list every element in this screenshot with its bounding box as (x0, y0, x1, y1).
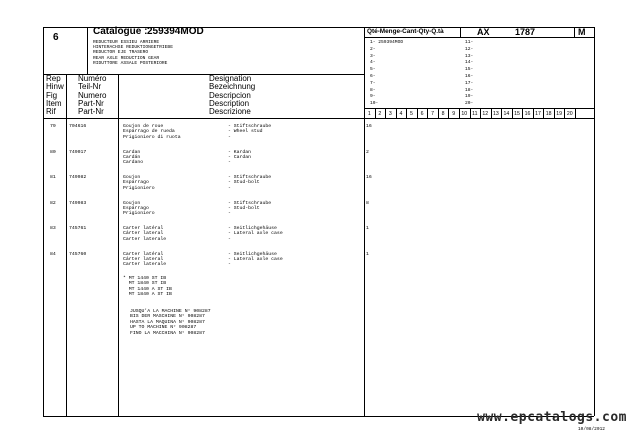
variant-item: 12- (465, 46, 474, 52)
catalogue-descriptions (93, 40, 173, 66)
qty-column-divider (533, 108, 534, 118)
qty-column-number: 4 (399, 111, 403, 117)
watermark: www.epcatalogs.com (477, 410, 627, 425)
column-header-divider (43, 118, 594, 119)
qty-column-divider (406, 108, 407, 118)
variant-item: 7- (370, 80, 376, 86)
designation-right (228, 201, 271, 217)
variant-item: 3- (370, 53, 376, 59)
header-label: Bezeichnung (209, 82, 256, 92)
qty-column-number: 6 (420, 111, 424, 117)
designation-line: Carter latéral (123, 251, 164, 257)
qty-column-divider (427, 108, 428, 118)
header-label: Rif (46, 107, 56, 117)
designation-line: - Stiftschraube (228, 200, 272, 206)
qty-column-number: 5 (410, 111, 413, 117)
variant-item: 15- (465, 67, 474, 73)
designation-line: Cárter lateral (123, 256, 164, 262)
rep-number: 81 (50, 175, 56, 180)
variants-left (370, 40, 403, 108)
page-number: 6 (53, 32, 59, 43)
machine-note (130, 309, 211, 336)
header-label: Part-Nr (78, 98, 104, 108)
catalogue-label: Catalogue : (93, 26, 148, 37)
header-label: Hinw (46, 82, 64, 92)
variant-item: 1- 259394MOD (370, 40, 404, 45)
header-label: Numero (78, 90, 107, 100)
designation-line: Cardano (123, 160, 144, 166)
m-divider (574, 27, 575, 37)
qty-column-divider (522, 108, 523, 118)
qty-column-divider (512, 108, 513, 118)
designation-line: Cardán (123, 154, 141, 160)
qty-column-number: 10 (461, 111, 468, 117)
designation-right (228, 252, 283, 268)
ax-label: AX (477, 27, 490, 37)
variant-item: 5- (370, 67, 376, 73)
catalogue-number: 259394MOD (147, 26, 204, 37)
designation-line: - (228, 236, 231, 242)
qty-column-divider (375, 108, 376, 118)
header-label: Descrizione (209, 107, 251, 117)
designation-left (123, 252, 166, 268)
designation-line: - (228, 185, 231, 191)
qty-column-divider (491, 108, 492, 118)
rep-column-header (46, 75, 64, 116)
qty-column-divider (385, 108, 386, 118)
variant-item: 6- (370, 73, 376, 79)
rep-number: 79 (50, 124, 56, 129)
left-border (43, 27, 44, 416)
designation-left (123, 226, 166, 242)
designation-line: - Kardan (228, 149, 252, 155)
qty-column-number: 17 (535, 111, 541, 117)
header-label: Descripcion (209, 90, 251, 100)
description-line: REDUCTEUR ESSIEU ARRIERE (93, 40, 160, 45)
qty-column-number: 12 (482, 111, 489, 117)
qty-column-number: 15 (514, 111, 520, 117)
part-number: 749982 (69, 175, 87, 180)
variant-item: 16- (465, 73, 474, 79)
rep-column-divider (66, 74, 67, 416)
qty-column-number: 11 (472, 111, 478, 117)
variant-item: 9- (370, 94, 376, 100)
qty-column-number: 1 (367, 111, 371, 117)
description-line: REDUCTOR EJE TRASERO (93, 50, 149, 56)
part-number: 745760 (69, 251, 87, 257)
quantity: 16 (366, 124, 372, 129)
quantity: 1 (366, 251, 369, 257)
page-number-divider (87, 27, 88, 74)
models-note (123, 276, 172, 298)
designation-line: Goujon (123, 200, 141, 206)
designation-line: Carter latéral (123, 226, 164, 231)
variant-item: 2- (370, 46, 376, 52)
qty-column-number: 19 (556, 111, 563, 117)
model-line: MT 1840 A ST IB (123, 292, 172, 298)
designation-line: Prigioniero di ruota (123, 134, 181, 140)
part-number: 745761 (69, 226, 87, 231)
designation-line: - Stiftschraube (228, 175, 272, 180)
machine-line: BIS DER MASCHINE N° 908287 (130, 314, 205, 320)
part-number: 749983 (69, 200, 87, 206)
qty-header-divider (364, 37, 594, 38)
machine-line: UP TO MACHINE N° 908287 (130, 325, 197, 331)
description-line: RIDUTTORE ASSALE POSTERIORE (93, 60, 168, 66)
variant-item: 18- (465, 87, 474, 93)
header-label: Teil-Nr (78, 82, 102, 92)
designation-left (123, 175, 155, 191)
machine-line: HASTA LA MAQUINA N° 908287 (130, 319, 205, 325)
description-line: HINTERACHSE REDUKTIONGETRIEBE (93, 45, 173, 51)
header-label: Fig (46, 90, 58, 100)
qty-column-number: 20 (566, 111, 573, 117)
right-border (594, 27, 595, 416)
qty-column-number: 14 (503, 111, 510, 117)
qty-column-number: 8 (441, 111, 445, 117)
designation-right (228, 124, 271, 140)
rep-number: 82 (50, 200, 56, 206)
part-column-divider (118, 74, 119, 416)
quantity: 16 (366, 175, 372, 180)
qty-column-number: 7 (431, 111, 435, 117)
designation-line: - Wheel stud (228, 129, 263, 135)
designation-line: - (228, 160, 231, 166)
designation-left (123, 124, 181, 140)
designation-line: - (228, 262, 231, 268)
designation-line: Prigioniero (123, 211, 155, 217)
designation-right (228, 175, 271, 191)
qty-column-number: 18 (545, 111, 552, 117)
model-line: MT 1840 ST IB (123, 281, 167, 287)
rep-number: 84 (50, 251, 56, 257)
designation-right (228, 150, 251, 166)
rep-number: 80 (50, 149, 56, 155)
header-label: Description (209, 98, 250, 108)
designation-line: Prigioniero (123, 185, 155, 191)
designation-left (123, 150, 143, 166)
qty-label-divider (460, 27, 461, 37)
qty-column-number: 3 (388, 111, 392, 117)
variant-item: 8- (370, 87, 376, 93)
quantity: 8 (366, 200, 369, 206)
model-line: * MT 1440 ST IB (123, 276, 167, 281)
designation-line: Espárrago (123, 180, 149, 186)
variant-item: 20- (465, 101, 474, 107)
part-number: 749017 (69, 149, 87, 155)
qty-column-divider (459, 108, 460, 118)
qty-column-number: 13 (492, 111, 499, 117)
qty-column-divider (554, 108, 555, 118)
designation-line: Goujon (123, 175, 141, 180)
designation-line: Cardan (123, 149, 141, 155)
qty-column-divider (438, 108, 439, 118)
designation-line: - Seitlichgehäuse (228, 251, 277, 257)
designation-column-header (209, 75, 255, 116)
machine-line: JUSQU'A LA MACHINE N° 908287 (130, 309, 211, 314)
header-label: Part-Nr (78, 107, 104, 117)
header-label: Item (46, 98, 62, 108)
designation-line: Carter laterale (123, 236, 167, 242)
qty-column-number: 16 (524, 111, 531, 117)
variant-item: 19- (465, 94, 474, 100)
qty-column-divider (470, 108, 471, 118)
designation-line: Espárrago de rueda (123, 129, 175, 135)
qty-label: Qté-Menge-Cant-Qty-Q.tà (367, 28, 444, 35)
machine-line: FINO LA MACCHINA N° 908287 (130, 330, 205, 336)
model-line: MT 1440 A ST IB (123, 286, 172, 292)
header-label: Rep (46, 74, 61, 83)
qty-column-divider (480, 108, 481, 118)
qty-column-divider (396, 108, 397, 118)
description-line: REAR AXLE REDUCTION GEAR (93, 55, 160, 61)
designation-right (228, 226, 283, 242)
designation-line: Carter laterale (123, 262, 167, 268)
designation-left (123, 201, 155, 217)
qty-column-divider (501, 108, 502, 118)
header-label: Numéro (78, 74, 107, 83)
designation-line: - Lateral axle case (228, 231, 283, 237)
part-number: 704616 (69, 124, 87, 129)
designation-line: Cárter lateral (123, 231, 164, 237)
qty-numbers-top-line (364, 108, 594, 109)
qty-column-number: 2 (378, 111, 382, 117)
part-number-column-header (78, 75, 106, 116)
ax-value: 1787 (515, 27, 536, 37)
header-label: Designation (209, 74, 252, 83)
variant-item: 4- (370, 60, 376, 66)
designation-line: - Stiftschraube (228, 124, 272, 129)
designation-line: Espárrago (123, 205, 149, 211)
variant-item: 17- (465, 80, 474, 86)
qty-column-divider (564, 108, 565, 118)
variant-item: 14- (465, 60, 474, 66)
designation-line: - Stud-bolt (228, 180, 260, 186)
designation-line: - Seitlichgehäuse (228, 226, 277, 231)
quantity: 1 (366, 226, 369, 231)
date-stamp: 10/08/2012 (577, 427, 605, 432)
qty-column-divider (448, 108, 449, 118)
quantity: 2 (366, 149, 369, 155)
variant-item: 10- (370, 101, 379, 107)
designation-line: Goujon de roue (123, 124, 164, 129)
designation-line: - Cardan (228, 154, 252, 160)
qty-column-divider (417, 108, 418, 118)
designation-line: - Stud-bolt (228, 205, 260, 211)
m-label: M (578, 27, 586, 37)
rep-number: 83 (50, 226, 56, 231)
designation-line: - (228, 211, 231, 217)
qty-section-divider (364, 27, 365, 416)
qty-column-divider (575, 108, 576, 118)
variant-item: 13- (465, 53, 474, 59)
designation-line: - Lateral axle case (228, 256, 283, 262)
variant-item: 11- (465, 40, 474, 45)
qty-column-divider (543, 108, 544, 118)
variants-right (465, 40, 473, 108)
qty-column-number: 9 (452, 111, 456, 117)
designation-line: - (228, 134, 231, 140)
